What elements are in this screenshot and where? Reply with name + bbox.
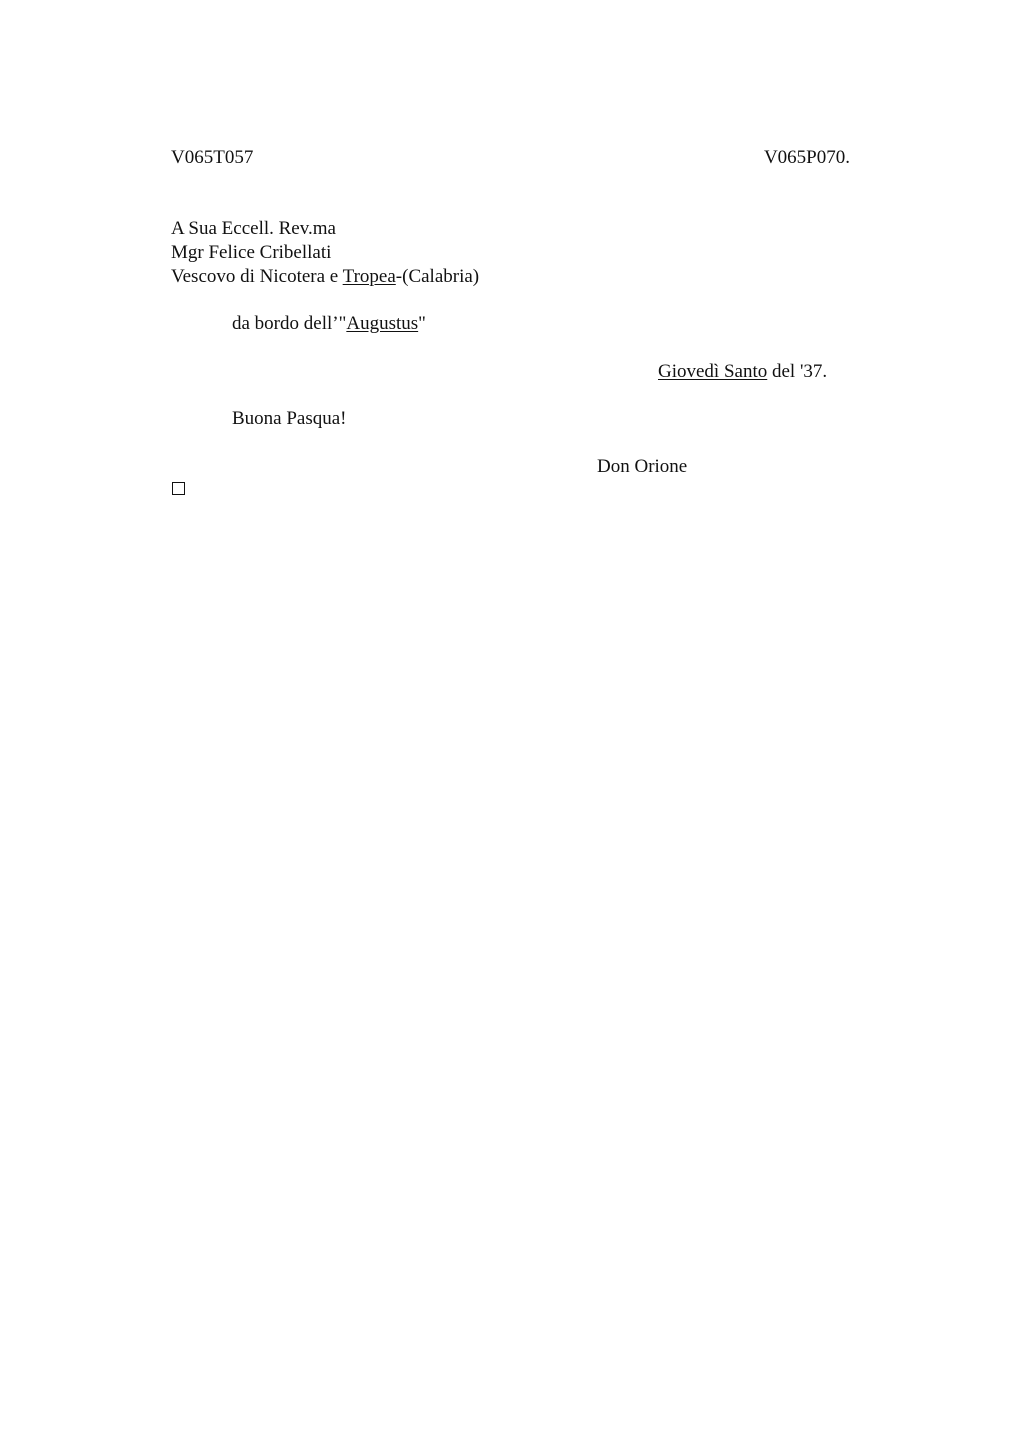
address-line-3-text: Vescovo di Nicotera e <box>171 266 343 287</box>
document-code-left: V065T057 <box>171 147 254 168</box>
date-line <box>658 361 827 383</box>
document-code-right: V065P070. <box>763 147 850 168</box>
empty-square-icon <box>172 482 185 495</box>
greeting: Buona Pasqua! <box>232 408 347 429</box>
place-text: da bordo dell’" <box>232 313 347 334</box>
signature: Don Orione <box>597 456 688 477</box>
address-region: -(Calabria) <box>395 266 480 287</box>
date-year: del '37. <box>767 361 828 382</box>
address-line-2: Mgr Felice Cribellati <box>171 242 332 263</box>
place-line <box>232 313 426 335</box>
ship-name-underlined: Augustus <box>346 313 419 334</box>
address-line-3 <box>171 266 479 288</box>
date-day-underlined: Giovedì Santo <box>658 361 768 382</box>
place-closing-quote: " <box>418 313 426 334</box>
address-city-underlined: Tropea <box>342 266 396 287</box>
address-line-1: A Sua Eccell. Rev.ma <box>171 218 336 239</box>
